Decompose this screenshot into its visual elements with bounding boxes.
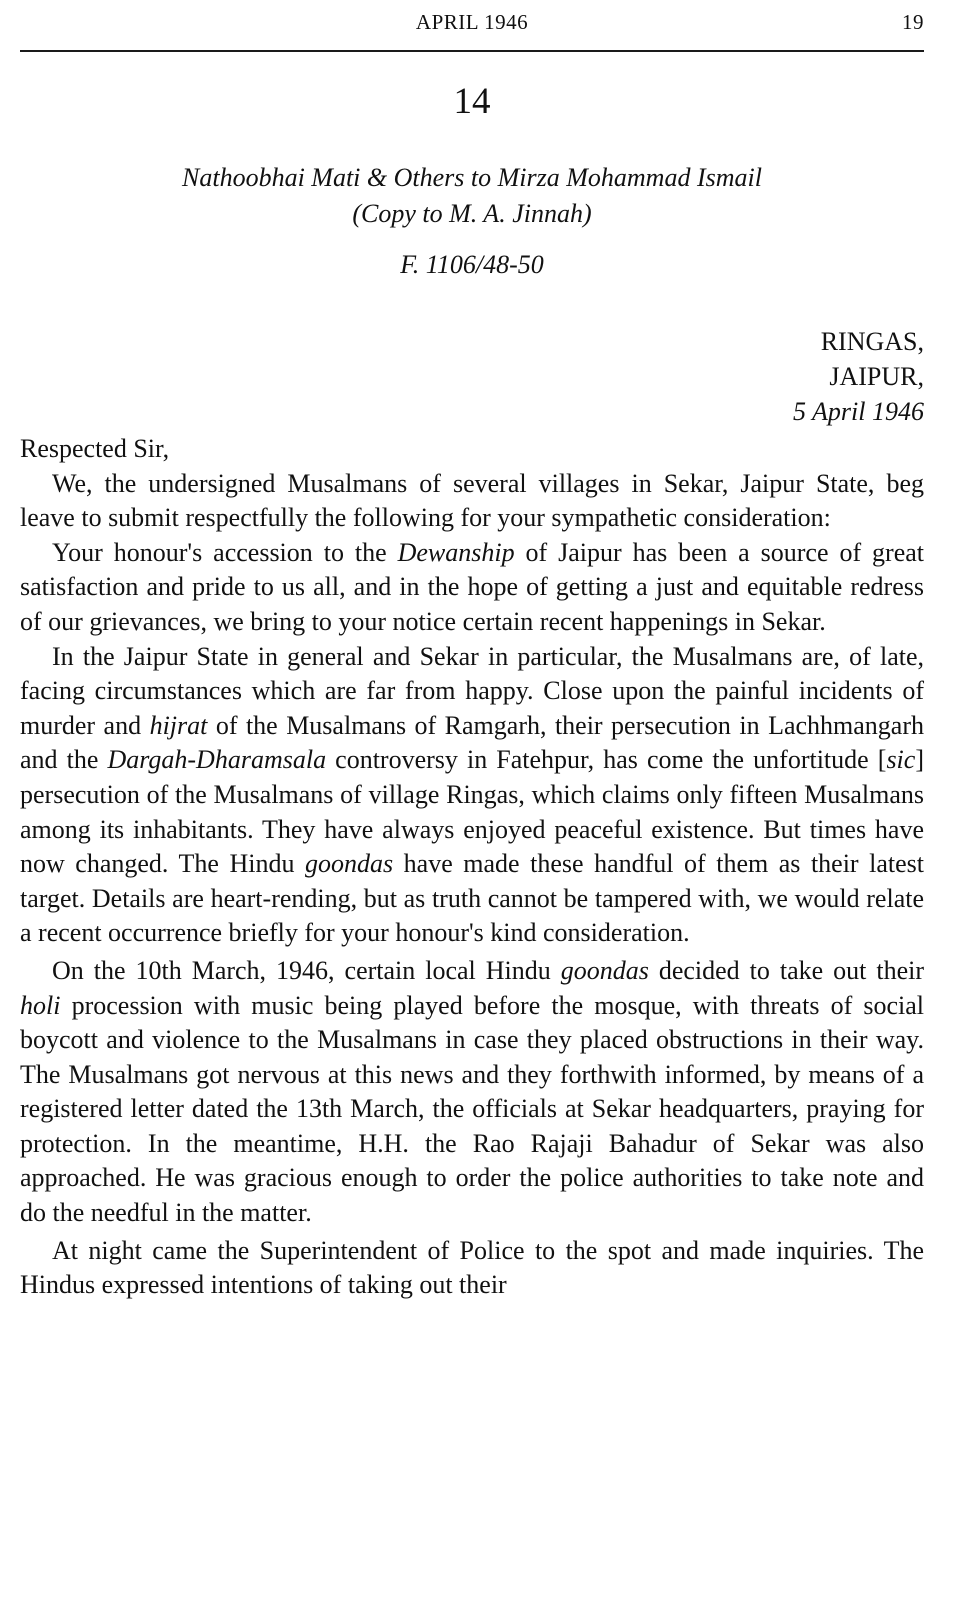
italic-term: holi <box>20 990 61 1020</box>
italic-term: goondas <box>560 955 649 985</box>
text-run: On the 10th March, 1946, certain local Hindu <box>52 955 561 985</box>
letter-body <box>20 432 924 1303</box>
document-number: 14 <box>453 81 491 122</box>
file-reference: F. 1106/48-50 <box>400 250 544 279</box>
address-place: RINGAS, <box>820 327 924 356</box>
page-number: 19 <box>902 10 924 34</box>
italic-term: Dargah-Dharamsala <box>107 745 327 775</box>
document-heading <box>20 160 924 232</box>
text-run: have made these handful of them as their latest target. Details are heart-rending, but as truth cannot be tampered with, we would relate a recent occurrence briefly for your honour's kind consideration. <box>20 849 924 948</box>
text-run: controversy in Fatehpur, has come the unfortitude [ <box>326 745 887 775</box>
book-page <box>20 0 944 1610</box>
text-run: decided to take out their <box>648 955 925 985</box>
sender-address <box>793 324 924 429</box>
italic-term: hijrat <box>149 710 208 740</box>
text-run: Your honour's accession to the <box>52 537 398 567</box>
running-title: APRIL 1946 <box>415 10 529 34</box>
italic-term: Dewanship <box>397 537 515 567</box>
paragraph-4 <box>20 954 924 1231</box>
text-run: of Jaipur has been a source of great satisfaction and pride to us all, and in the hope of getting a just and equitable redress of our grievances, we bring to your notice certain recent happenings in Sekar. <box>20 537 925 636</box>
paragraph-2 <box>20 536 924 640</box>
text-run: In the Jaipur State in general and Sekar in particular, the Musalmans are, of late, facing circumstances which are far from happy. Close upon the painful incidents of murder and <box>20 641 924 740</box>
text-run: ] persecution of the Musalmans of village Ringas, which claims only fifteen Musalmans among its inhabitants. They have always enjoyed peaceful existence. But times have now changed. The Hindu <box>20 745 924 879</box>
paragraph-1: We, the undersigned Musalmans of several villages in Sekar, Jaipur State, beg leave to submit respectfully the following for your sympathetic consideration: <box>20 468 924 533</box>
heading-line-copy: (Copy to M. A. Jinnah) <box>352 199 592 228</box>
italic-term: goondas <box>305 849 394 879</box>
paragraph-5: At night came the Superintendent of Police to the spot and made inquiries. The Hindus expressed intentions of taking out their <box>20 1235 924 1300</box>
address-state: JAIPUR, <box>829 362 924 391</box>
letter-date: 5 April 1946 <box>793 397 924 426</box>
italic-term: sic <box>886 745 916 775</box>
text-run: of the Musalmans of Ramgarh, their persecution in Lachhmangarh and the <box>20 710 924 775</box>
running-header <box>20 10 924 38</box>
heading-line-sender-recipient: Nathoobhai Mati & Others to Mirza Mohammad Ismail <box>182 163 762 192</box>
salutation: Respected Sir, <box>20 434 170 463</box>
header-rule <box>20 50 924 52</box>
paragraph-3 <box>20 640 924 951</box>
text-run: procession with music being played before the mosque, with threats of social boycott and violence to the Musalmans in case they placed obstructions in their way. The Musalmans got nervous at this news and they forthwith informed, by means of a registered letter dated the 13th March, the officials at Sekar headquarters, praying for protection. In the meantime, H.H. the Rao Rajaji Bahadur of Sekar was also approached. He was gracious enough to order the police authorities to take note and do the needful in the matter. <box>20 990 924 1228</box>
